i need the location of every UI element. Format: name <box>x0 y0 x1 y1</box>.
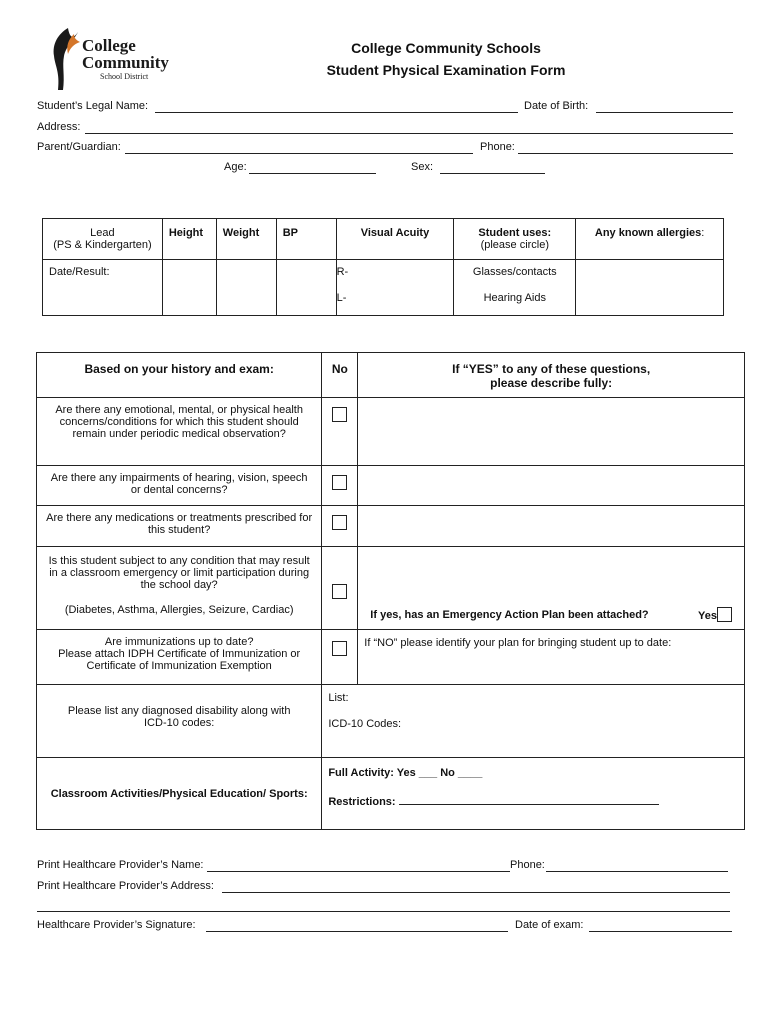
question-disability <box>37 685 322 758</box>
visual-l-cell[interactable] <box>336 287 454 316</box>
question-emergency <box>37 547 322 630</box>
visual-label: Visual Acuity <box>360 227 430 239</box>
exam-date-label: Date of exam: <box>515 919 584 931</box>
district-logo <box>48 26 178 96</box>
q5-no-cell <box>322 630 358 685</box>
height-value-cell[interactable] <box>162 260 216 316</box>
provider-phone-line[interactable] <box>546 871 728 872</box>
q1-text: Are there any emotional, mental, or physical health concerns/conditions for which this student should remain under periodic medical observation? <box>55 404 303 440</box>
q4-plan-yes <box>698 607 732 622</box>
provider-name-line[interactable] <box>207 871 510 872</box>
page-subtitle: Student Physical Examination Form <box>326 62 566 78</box>
lead-sub-label: (PS & Kindergarten) <box>53 239 152 251</box>
visual-header <box>336 219 454 260</box>
uses-header <box>454 219 576 260</box>
logo-text-community: Community <box>82 53 169 72</box>
q7-full-activity: Full Activity: Yes ___ No ____ <box>328 767 483 779</box>
guardian-line[interactable] <box>125 153 473 154</box>
sex-line[interactable] <box>440 173 545 174</box>
dob-label: Date of Birth: <box>524 100 589 112</box>
q4-text: Is this student subject to any condition that may result in a classroom emergency or limit participation during the school day? <box>48 555 310 591</box>
phone-label: Phone: <box>480 141 515 153</box>
height-label: Height <box>168 227 204 239</box>
uses-label: Student uses: <box>478 227 552 239</box>
bp-value-cell[interactable] <box>276 260 336 316</box>
q1-describe-cell[interactable] <box>358 398 745 466</box>
allergies-header <box>576 219 724 260</box>
q5-no-checkbox[interactable] <box>332 641 347 656</box>
legal-name-label: Student’s Legal Name: <box>37 100 149 112</box>
history-label: Based on your history and exam: <box>84 362 274 376</box>
exam-table <box>36 352 745 830</box>
address-line[interactable] <box>85 133 733 134</box>
visual-r-cell[interactable] <box>336 260 454 287</box>
q6-text: Please list any diagnosed disability along with ICD-10 codes: <box>67 705 291 729</box>
age-line[interactable] <box>249 173 376 174</box>
glasses-option[interactable]: Glasses/contacts <box>472 266 557 278</box>
address-label: Address: <box>37 121 81 133</box>
question-impairments <box>37 466 322 506</box>
allergies-label: Any known allergies <box>594 227 702 239</box>
provider-address-line2[interactable] <box>37 911 730 912</box>
q7-restrictions-line[interactable] <box>399 793 659 805</box>
q5-text2: Please attach IDPH Certificate of Immunization or Certificate of Immunization Exemption <box>58 648 301 672</box>
age-label: Age: <box>224 161 247 173</box>
date-result-label: Date/Result: <box>49 266 110 278</box>
q4-no-checkbox[interactable] <box>332 584 347 599</box>
lead-label: Lead <box>90 227 115 239</box>
q1-no-cell <box>322 398 358 466</box>
bp-header <box>276 219 336 260</box>
q7-answer-cell[interactable] <box>322 758 745 830</box>
weight-value-cell[interactable] <box>216 260 276 316</box>
provider-address-line[interactable] <box>222 892 730 893</box>
q4-sub-text: (Diabetes, Asthma, Allergies, Seizure, Cardiac) <box>64 604 294 616</box>
phone-line[interactable] <box>518 153 733 154</box>
no-label: No <box>331 362 348 376</box>
allergies-colon: : <box>701 227 705 239</box>
q2-describe-cell[interactable] <box>358 466 745 506</box>
q5-text1: Are immunizations up to date? <box>104 636 254 648</box>
question-observation <box>37 398 322 466</box>
q4-describe-cell[interactable] <box>358 547 745 630</box>
bp-label: BP <box>282 227 299 239</box>
provider-address-label: Print Healthcare Provider’s Address: <box>37 880 214 892</box>
q5-plan-cell[interactable] <box>358 630 745 685</box>
q4-yes-label: Yes <box>698 610 717 622</box>
logo-flame-icon <box>48 26 82 92</box>
signature-line[interactable] <box>206 931 508 932</box>
logo-text-district: School District <box>100 72 149 81</box>
exam-date-line[interactable] <box>589 931 732 932</box>
hearing-cell[interactable] <box>454 287 576 316</box>
lead-header <box>43 219 163 260</box>
weight-header <box>216 219 276 260</box>
glasses-cell[interactable] <box>454 260 576 287</box>
provider-name-label: Print Healthcare Provider’s Name: <box>37 859 204 871</box>
vitals-table <box>42 218 724 316</box>
height-header <box>162 219 216 260</box>
guardian-label: Parent/Guardian: <box>37 141 121 153</box>
sex-label: Sex: <box>411 161 434 173</box>
q2-no-cell <box>322 466 358 506</box>
legal-name-line[interactable] <box>155 112 518 113</box>
visual-r-label: R- <box>336 266 349 278</box>
question-medications <box>37 506 322 547</box>
q4-plan-label: If yes, has an Emergency Action Plan been attached? <box>370 609 649 621</box>
page-title: College Community Schools <box>351 40 541 56</box>
question-activities <box>37 758 322 830</box>
question-immunizations <box>37 630 322 685</box>
history-header <box>37 353 322 398</box>
q7-text: Classroom Activities/Physical Education/ Sports: <box>50 787 308 800</box>
yes-line2: please describe fully: <box>490 376 613 390</box>
hearing-option[interactable]: Hearing Aids <box>483 291 546 304</box>
signature-label: Healthcare Provider’s Signature: <box>37 919 196 931</box>
q4-yes-checkbox[interactable] <box>717 607 732 622</box>
q2-text: Are there any impairments of hearing, vision, speech or dental concerns? <box>50 472 308 496</box>
q6-answer-cell[interactable] <box>322 685 745 758</box>
uses-sub-label: (please circle) <box>480 239 550 251</box>
q3-describe-cell[interactable] <box>358 506 745 547</box>
q1-no-checkbox[interactable] <box>332 407 347 422</box>
q6-list-label: List: <box>328 692 349 704</box>
dob-line[interactable] <box>596 112 733 113</box>
q2-no-checkbox[interactable] <box>332 475 347 490</box>
provider-phone-label: Phone: <box>510 859 545 871</box>
q6-icd-label: ICD-10 Codes: <box>328 718 402 730</box>
no-header <box>322 353 358 398</box>
q5-no-label: If “NO” please identify your plan for bringing student up to date: <box>364 637 672 649</box>
visual-l-label: L- <box>336 291 347 304</box>
q4-no-cell <box>322 547 358 630</box>
q3-text: Are there any medications or treatments prescribed for this student? <box>46 512 313 536</box>
q3-no-checkbox[interactable] <box>332 515 347 530</box>
q3-no-cell <box>322 506 358 547</box>
logo-text-college: College <box>82 36 136 55</box>
allergies-value-cell[interactable] <box>576 260 724 316</box>
yes-header <box>358 353 745 398</box>
q7-restrictions-label: Restrictions: <box>328 796 396 808</box>
weight-label: Weight <box>222 227 260 239</box>
date-result-cell[interactable] <box>43 260 163 316</box>
yes-line1: If “YES” to any of these questions, <box>452 362 651 376</box>
